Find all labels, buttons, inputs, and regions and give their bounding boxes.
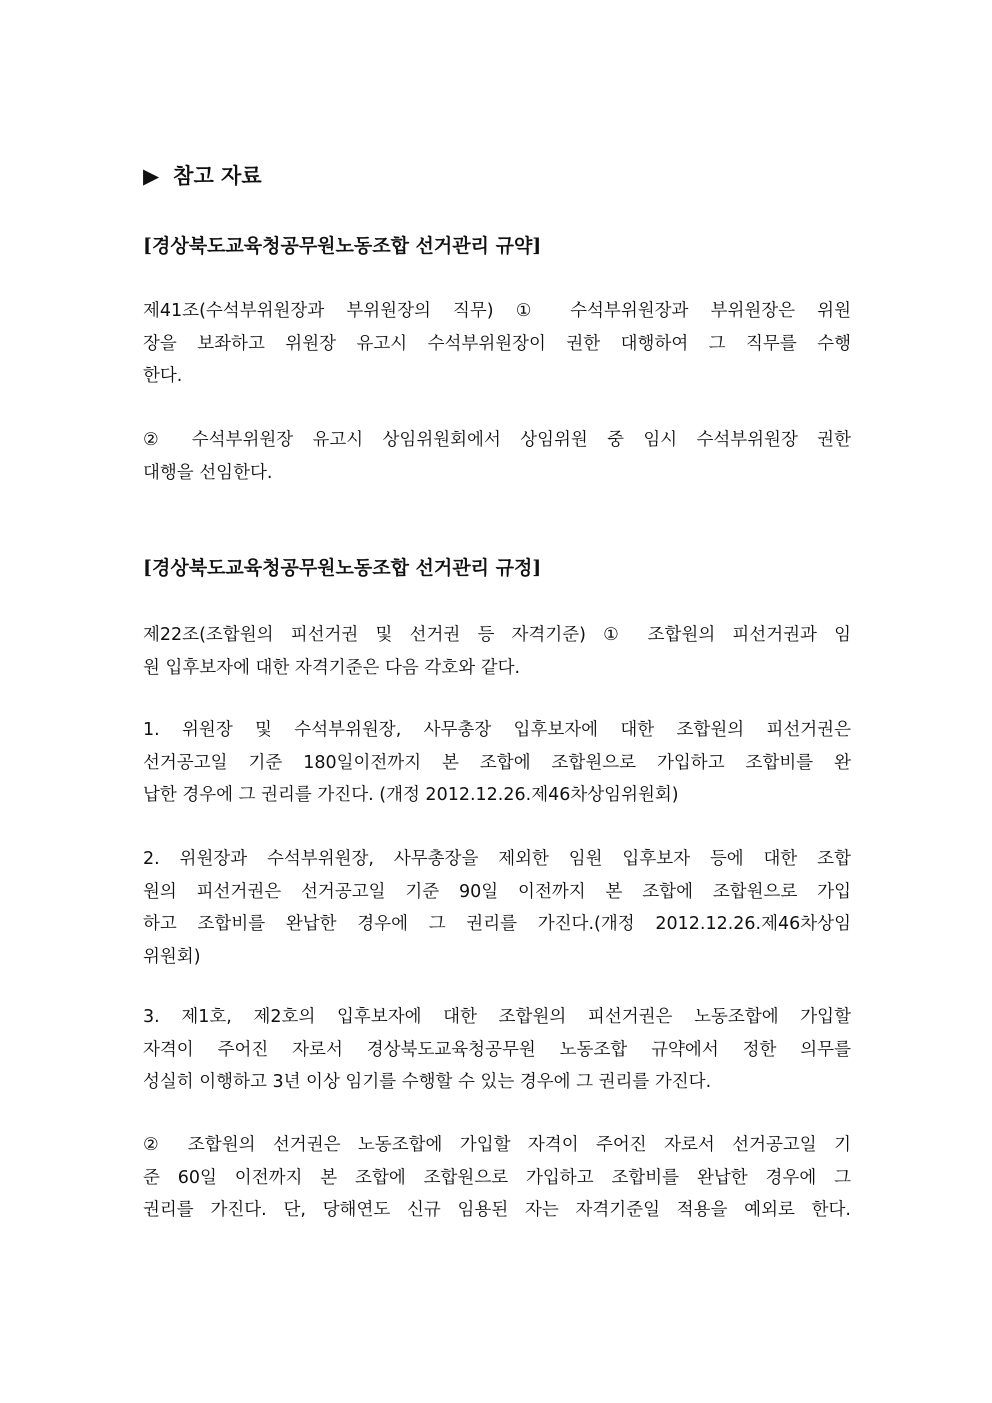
article-22-item-3 — [143, 1001, 851, 1099]
text-line: 장을 보좌하고 위원장 유고시 수석부위원장이 권한 대행하여 그 직무를 수행 — [143, 333, 851, 354]
text-line: 권리를 가진다. 단, 당해연도 신규 임용된 자는 자격기준일 적용을 예외로 한다. — [143, 1200, 851, 1220]
text-line: 위원회) — [143, 946, 201, 967]
triangle-marker-icon: ▶ — [143, 163, 160, 188]
text-line: 성실히 이행하고 3년 이상 임기를 수행할 수 있는 경우에 그 권리를 가진다. — [143, 1072, 712, 1092]
article-22-item-1 — [143, 714, 851, 812]
section-title-regulations: [경상북도교육청공무원노동조합 선거관리 규정] — [143, 557, 542, 579]
text-line: 자격이 주어진 자로서 경상북도교육청공무원 노동조합 규약에서 정한 의무를 — [143, 1039, 851, 1060]
text-line: 제22조(조합원의 피선거권 및 선거권 등 자격기준) ① 조합원의 피선거권과 임 — [143, 625, 851, 645]
text-line: 준 60일 이전까지 본 조합에 조합원으로 가입하고 조합비를 완납한 경우에 그 — [143, 1167, 851, 1188]
text-line: 대행을 선임한다. — [143, 462, 273, 483]
text-line: 납한 경우에 그 권리를 가진다. (개정 2012.12.26.제46차상임위원회) — [143, 785, 679, 805]
section-title-bylaws: [경상북도교육청공무원노동조합 선거관리 규약] — [143, 235, 542, 257]
article-22-item-2 — [143, 843, 851, 973]
article-41-paragraph-1 — [143, 295, 851, 393]
reference-heading-text: 참고 자료 — [173, 163, 262, 188]
text-line: 1. 위원장 및 수석부위원장, 사무총장 입후보자에 대한 조합원의 피선거권은 — [143, 720, 851, 740]
text-line: 2. 위원장과 수석부위원장, 사무총장을 제외한 임원 입후보자 등에 대한 조합 — [143, 849, 851, 869]
text-line: 제41조(수석부위원장과 부위원장의 직무) ① 수석부위원장과 부위원장은 위원 — [143, 301, 851, 321]
text-line: 한다. — [143, 366, 183, 386]
text-line: 선거공고일 기준 180일이전까지 본 조합에 조합원으로 가입하고 조합비를 완 — [143, 752, 851, 773]
reference-heading — [143, 160, 851, 192]
text-line: ② 수석부위원장 유고시 상임위원회에서 상임위원 중 임시 수석부위원장 권한 — [143, 430, 851, 450]
article-22-intro — [143, 619, 851, 684]
text-line: 원의 피선거권은 선거공고일 기준 90일 이전까지 본 조합에 조합원으로 가입 — [143, 881, 851, 902]
article-22-paragraph-2 — [143, 1129, 851, 1227]
text-line: 하고 조합비를 완납한 경우에 그 권리를 가진다.(개정 2012.12.26.제46차상임 — [143, 914, 851, 934]
text-line: 원 입후보자에 대한 자격기준은 다음 각호와 같다. — [143, 657, 521, 678]
text-line: 3. 제1호, 제2호의 입후보자에 대한 조합원의 피선거권은 노동조합에 가입할 — [143, 1007, 851, 1027]
article-41-paragraph-2 — [143, 424, 851, 489]
text-line: ② 조합원의 선거권은 노동조합에 가입할 자격이 주어진 자로서 선거공고일 기 — [143, 1135, 851, 1155]
